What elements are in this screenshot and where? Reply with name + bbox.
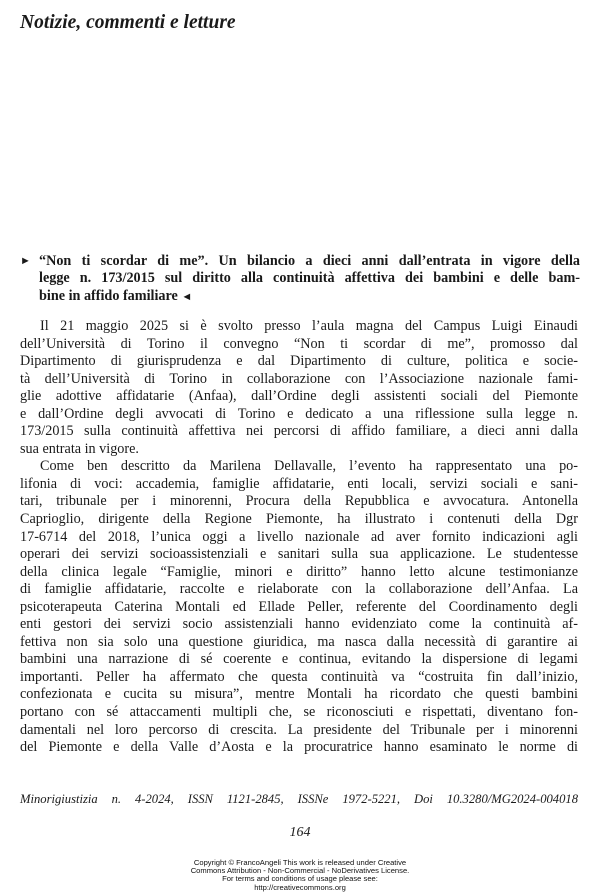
journal-citation: Minorigiustizia n. 4-2024, ISSN 1121-2845, ISSNe 1972-5221, Doi 10.3280/MG2024-004018 [20,792,578,806]
body-line: Il 21 maggio 2025 si è svolto presso l’aula magna del Campus Luigi Einaudi [40,318,578,334]
body-line: operari dei servizi socioassistenziali e sanitari sulla sua applicazione. Le studentesse [20,546,578,563]
heading-line-text: bine in affido familiare [39,287,178,304]
body-line: enti gestori dei servizi socio assistenziali hanno evidenziato come la continuità af- [20,616,578,633]
body-line: portano con sé attaccamenti multipli che, se riconosciuti e rispettati, diventano fon- [20,704,578,721]
body-line: importanti. Peller ha affermato che questa continuità va “costruita fin dall’inizio, [20,668,578,685]
heading-line [20,288,580,305]
body-line: 173/2015 sulla continuità affettiva nei percorsi di affido familiare, a dieci anni dalla [20,423,578,440]
body-line: Caprioglio, dirigente della Regione Piemonte, ha illustrato i contenuti della Dgr [20,511,578,528]
page-number: 164 [289,825,311,840]
body-line: tà dell’Università di Torino in collaborazione con l’Associazione nazionale fami- [20,370,578,387]
triangle-left-icon: ◄ [181,290,193,303]
body-line: di famiglie affidatarie, raccolte e rielaborate con la collaborazione dell’Anfaa. La [20,581,578,598]
body-line: bambini una narrazione di sé coerente e continua, evitando la dispersione di legami [20,651,578,668]
body-line: Come ben descritto da Marilena Dellavalle, l’evento ha rappresentato una po- [40,458,578,475]
body-line: damentali nel loro percorso di crescita. La presidente del Tribunale per i minorenni [20,721,578,738]
body-line: glie adottive affidatarie (Anfaa), dall’Ordine degli assistenti sociali del Piemonte [20,388,578,405]
body-line: sua entrata in vigore. [20,440,139,457]
body-line: lifonia di voci: accademia, famiglie affidatarie, enti locali, servizi sociali e sani- [20,475,578,492]
copyright-link[interactable]: http://creativecommons.org [254,882,346,892]
body-line: della clinica legale “Famiglie, minori e diritto” hanno letto alcune testimonianze [20,563,578,580]
section-title: Notizie, commenti e letture [20,12,236,33]
body-line: fettiva non sia solo una questione giuridica, ma nasca dalla necessità di garantire ai [20,633,578,650]
article-heading [20,253,580,305]
body-line: dell’Università di Torino il convegno “Non ti scordar di me”, promosso dal [20,335,578,352]
body-line: del Piemonte e della Valle d’Aosta e la procuratrice hanno esaminato le norme di [20,739,578,756]
heading-line: “Non ti scordar di me”. Un bilancio a dieci anni dall’entrata in vigore della [39,253,580,269]
body-line: psicoterapeuta Caterina Montali ed Ellade Peller, referente del Coordinamento degli [20,598,578,615]
copyright-line: Commons Attribution - Non-Commercial - NoDerivatives License. [190,866,410,876]
copyright-line: Copyright © FrancoAngeli This work is released under Creative [193,858,407,867]
body-line: 17-6714 del 2018, l’unica oggi a livello nazionale ad aver fornito indicazioni agli [20,528,578,545]
body-line: confezionata e cucita su misura”, mentre Montali ha ricordato che questi bambini [20,686,578,703]
heading-line: legge n. 173/2015 sul diritto alla continuità affettiva dei bambini e delle bam- [39,270,580,287]
copyright-notice [0,859,600,892]
article-body [20,318,578,757]
body-line: Dipartimento di giurisprudenza e dal Dipartimento di culture, politica e socie- [20,353,578,370]
body-line: e dall’Ordine degli avvocati di Torino e dedicato a una riflessione sulla legge n. [20,405,578,422]
copyright-line: For terms and conditions of usage please see: [222,874,378,884]
triangle-right-icon: ► [20,255,31,267]
body-line: tari, tribunale per i minorenni, Procura della Repubblica e avvocatura. Antonella [20,493,578,510]
